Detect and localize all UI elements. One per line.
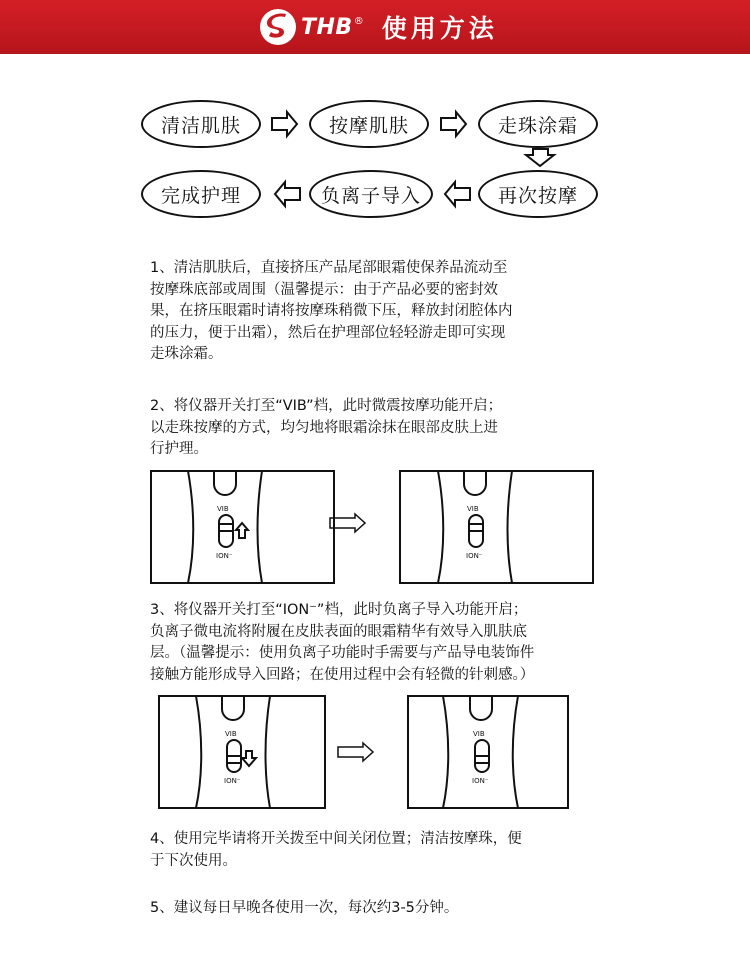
arrow-right-icon: [441, 112, 466, 136]
ion-label: ION⁻: [466, 552, 483, 560]
ion-label: ION⁻: [472, 777, 489, 785]
flow-step-clean: 清洁肌肤: [141, 100, 261, 148]
flow-step-roll-cream: 走珠涂霜: [478, 100, 598, 148]
instruction-4: 4、使用完毕请将开关拨至中间关闭位置；清洁按摩珠，便 于下次使用。: [150, 831, 522, 869]
device-figure-ion: [158, 695, 578, 810]
flow-step-massage: 按摩肌肤: [309, 100, 429, 148]
vib-label: VIB: [473, 730, 485, 738]
flow-step-ion: 负离子导入: [309, 170, 433, 218]
device-figure-vib: [150, 470, 600, 585]
instruction-3: 3、将仪器开关打至“ION⁻”档，此时负离子导入功能开启； 负离子微电流将附履在皮肤表面的眼霜精华有效导入肌肤底 层。（温馨提示：使用负离子功能时手需要与产品导电装饰件 接触方能形成导入回路；在使用过程中会有轻微的针刺感。）: [150, 602, 535, 683]
arrow-right-icon: [272, 112, 297, 136]
vib-label: VIB: [467, 505, 479, 513]
page-title: 使用方法: [381, 14, 498, 43]
instruction-2: 2、将仪器开关打至“VIB”档，此时微震按摩功能开启； 以走珠按摩的方式，均匀地将眼霜涂抹在眼部皮肤上进 行护理。: [150, 398, 503, 457]
instruction-5: 5、建议每日早晚各使用一次，每次约3-5分钟。: [150, 900, 459, 916]
arrow-left-icon: [445, 182, 470, 206]
flow-step-massage-again: 再次按摩: [478, 170, 598, 218]
ion-label: ION⁻: [224, 777, 241, 785]
arrow-left-icon: [275, 182, 300, 206]
registered-mark: ®: [353, 15, 364, 27]
brand-name: THB: [301, 14, 353, 40]
flow-step-finish: 完成护理: [141, 170, 261, 218]
ion-label: ION⁻: [216, 552, 233, 560]
vib-label: VIB: [225, 730, 237, 738]
instruction-1: 1、清洁肌肤后，直接挤压产品尾部眼霜使保养品流动至 按摩珠底部或周围（温馨提示：由于产品必要的密封效 果，在挤压眼霜时请将按摩珠稍微下压，释放封闭腔体内 的压力，便于出霜），然后在护理部位轻轻游走即可实现 走珠涂霜。: [150, 260, 513, 362]
arrow-down-icon: [526, 149, 554, 166]
vib-label: VIB: [217, 505, 229, 513]
